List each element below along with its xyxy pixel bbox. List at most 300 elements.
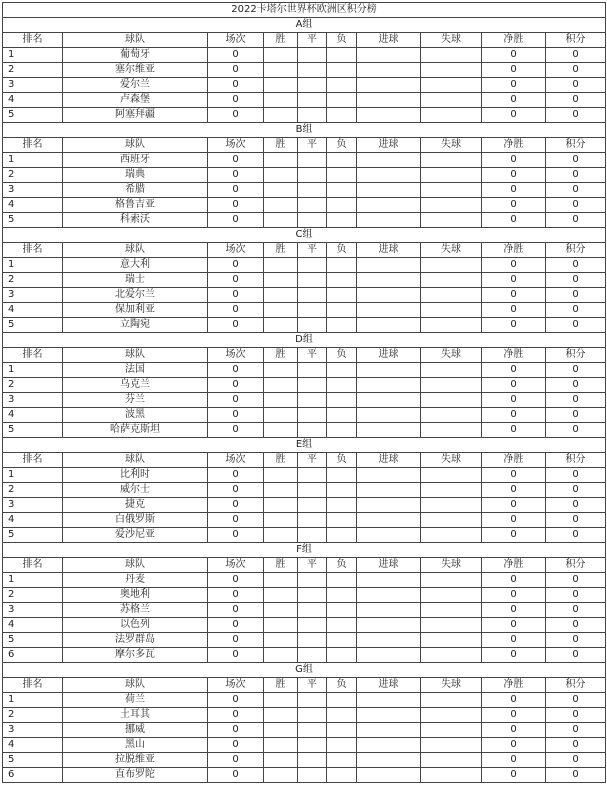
column-header-goals-for: 进球	[357, 33, 421, 48]
cell-played: 0	[208, 93, 264, 108]
cell-goals-against	[421, 78, 482, 93]
cell-rank: 5	[3, 108, 63, 123]
cell-goals-for	[357, 48, 421, 63]
cell-rank: 2	[3, 708, 63, 723]
column-header-points: 积分	[546, 138, 606, 153]
cell-rank: 2	[3, 378, 63, 393]
cell-goals-for	[357, 303, 421, 318]
table-row	[3, 483, 606, 498]
column-header-played: 场次	[208, 243, 264, 258]
cell-goals-for	[357, 153, 421, 168]
column-header-team: 球队	[63, 348, 208, 363]
cell-draw	[298, 318, 327, 333]
table-row	[3, 573, 606, 588]
cell-points: 0	[546, 528, 606, 543]
cell-win	[264, 393, 298, 408]
cell-rank: 2	[3, 273, 63, 288]
cell-points: 0	[546, 513, 606, 528]
cell-points: 0	[546, 288, 606, 303]
cell-goal-diff: 0	[482, 633, 546, 648]
table-row	[3, 618, 606, 633]
cell-draw	[298, 693, 327, 708]
cell-goal-diff: 0	[482, 213, 546, 228]
cell-goals-against	[421, 198, 482, 213]
cell-points: 0	[546, 648, 606, 663]
cell-goal-diff: 0	[482, 528, 546, 543]
table-row	[3, 63, 606, 78]
cell-goal-diff: 0	[482, 78, 546, 93]
table-row	[3, 318, 606, 333]
cell-played: 0	[208, 168, 264, 183]
cell-goals-against	[421, 258, 482, 273]
table-row	[3, 288, 606, 303]
cell-win	[264, 108, 298, 123]
table-row	[3, 183, 606, 198]
cell-played: 0	[208, 483, 264, 498]
table-row	[3, 633, 606, 648]
cell-rank: 4	[3, 618, 63, 633]
cell-rank: 3	[3, 723, 63, 738]
cell-goal-diff: 0	[482, 768, 546, 783]
cell-team: 土耳其	[63, 708, 208, 723]
group-title: A组	[3, 18, 606, 33]
cell-goals-for	[357, 183, 421, 198]
cell-draw	[298, 573, 327, 588]
cell-loss	[327, 513, 357, 528]
cell-played: 0	[208, 588, 264, 603]
cell-goal-diff: 0	[482, 378, 546, 393]
cell-goal-diff: 0	[482, 483, 546, 498]
cell-played: 0	[208, 153, 264, 168]
cell-goals-for	[357, 528, 421, 543]
cell-win	[264, 513, 298, 528]
cell-goals-for	[357, 318, 421, 333]
cell-goals-against	[421, 303, 482, 318]
column-header-rank: 排名	[3, 558, 63, 573]
column-header-goal-diff: 净胜	[482, 243, 546, 258]
cell-win	[264, 63, 298, 78]
cell-loss	[327, 393, 357, 408]
cell-rank: 3	[3, 288, 63, 303]
cell-win	[264, 303, 298, 318]
group-header-row	[3, 438, 606, 453]
cell-loss	[327, 708, 357, 723]
cell-team: 哈萨克斯坦	[63, 423, 208, 438]
cell-goals-against	[421, 318, 482, 333]
column-header-goals-against: 失球	[421, 138, 482, 153]
cell-team: 挪威	[63, 723, 208, 738]
cell-loss	[327, 213, 357, 228]
cell-loss	[327, 303, 357, 318]
cell-played: 0	[208, 513, 264, 528]
column-header-rank: 排名	[3, 243, 63, 258]
cell-goals-against	[421, 393, 482, 408]
table-row	[3, 393, 606, 408]
cell-goals-for	[357, 288, 421, 303]
column-header-goals-for: 进球	[357, 138, 421, 153]
cell-goals-against	[421, 483, 482, 498]
cell-goals-against	[421, 603, 482, 618]
cell-loss	[327, 768, 357, 783]
cell-points: 0	[546, 183, 606, 198]
cell-played: 0	[208, 378, 264, 393]
cell-win	[264, 768, 298, 783]
cell-win	[264, 468, 298, 483]
cell-draw	[298, 378, 327, 393]
cell-draw	[298, 513, 327, 528]
cell-goal-diff: 0	[482, 573, 546, 588]
cell-goals-against	[421, 588, 482, 603]
cell-team: 北爱尔兰	[63, 288, 208, 303]
cell-team: 黑山	[63, 738, 208, 753]
column-header-win: 胜	[264, 138, 298, 153]
cell-loss	[327, 588, 357, 603]
cell-played: 0	[208, 528, 264, 543]
cell-goals-for	[357, 483, 421, 498]
cell-played: 0	[208, 648, 264, 663]
cell-played: 0	[208, 753, 264, 768]
cell-team: 爱沙尼亚	[63, 528, 208, 543]
cell-goal-diff: 0	[482, 363, 546, 378]
cell-loss	[327, 288, 357, 303]
cell-goals-for	[357, 93, 421, 108]
cell-team: 威尔士	[63, 483, 208, 498]
column-header-loss: 负	[327, 348, 357, 363]
group-header-row	[3, 663, 606, 678]
cell-goals-for	[357, 573, 421, 588]
cell-rank: 4	[3, 738, 63, 753]
cell-points: 0	[546, 213, 606, 228]
cell-goals-for	[357, 618, 421, 633]
column-header-win: 胜	[264, 33, 298, 48]
cell-goals-for	[357, 408, 421, 423]
table-row	[3, 738, 606, 753]
cell-loss	[327, 723, 357, 738]
cell-points: 0	[546, 708, 606, 723]
table-row	[3, 708, 606, 723]
cell-points: 0	[546, 168, 606, 183]
cell-team: 保加利亚	[63, 303, 208, 318]
cell-draw	[298, 288, 327, 303]
cell-goals-against	[421, 108, 482, 123]
cell-loss	[327, 363, 357, 378]
column-header-loss: 负	[327, 138, 357, 153]
cell-points: 0	[546, 153, 606, 168]
cell-points: 0	[546, 693, 606, 708]
cell-goal-diff: 0	[482, 168, 546, 183]
group-title: G组	[3, 663, 606, 678]
cell-goal-diff: 0	[482, 303, 546, 318]
column-header-rank: 排名	[3, 453, 63, 468]
column-header-row	[3, 453, 606, 468]
cell-draw	[298, 528, 327, 543]
column-header-goal-diff: 净胜	[482, 558, 546, 573]
column-header-goal-diff: 净胜	[482, 138, 546, 153]
cell-team: 拉脱维亚	[63, 753, 208, 768]
cell-loss	[327, 528, 357, 543]
column-header-draw: 平	[298, 138, 327, 153]
cell-rank: 3	[3, 78, 63, 93]
table-row	[3, 93, 606, 108]
cell-rank: 1	[3, 258, 63, 273]
column-header-points: 积分	[546, 243, 606, 258]
cell-goals-against	[421, 48, 482, 63]
cell-goals-against	[421, 288, 482, 303]
column-header-row	[3, 243, 606, 258]
cell-goals-for	[357, 753, 421, 768]
cell-goal-diff: 0	[482, 618, 546, 633]
cell-rank: 1	[3, 153, 63, 168]
cell-goals-for	[357, 468, 421, 483]
cell-goals-for	[357, 708, 421, 723]
column-header-team: 球队	[63, 138, 208, 153]
cell-team: 法罗群岛	[63, 633, 208, 648]
cell-played: 0	[208, 723, 264, 738]
column-header-draw: 平	[298, 33, 327, 48]
cell-points: 0	[546, 753, 606, 768]
table-row	[3, 513, 606, 528]
cell-team: 葡萄牙	[63, 48, 208, 63]
cell-goal-diff: 0	[482, 63, 546, 78]
cell-goals-for	[357, 693, 421, 708]
cell-goals-against	[421, 573, 482, 588]
column-header-points: 积分	[546, 348, 606, 363]
cell-draw	[298, 588, 327, 603]
column-header-win: 胜	[264, 453, 298, 468]
column-header-win: 胜	[264, 558, 298, 573]
column-header-played: 场次	[208, 348, 264, 363]
cell-draw	[298, 258, 327, 273]
column-header-points: 积分	[546, 453, 606, 468]
cell-goal-diff: 0	[482, 693, 546, 708]
column-header-goals-against: 失球	[421, 453, 482, 468]
cell-loss	[327, 483, 357, 498]
cell-rank: 2	[3, 63, 63, 78]
table-row	[3, 498, 606, 513]
cell-played: 0	[208, 303, 264, 318]
table-row	[3, 273, 606, 288]
cell-goal-diff: 0	[482, 48, 546, 63]
cell-draw	[298, 633, 327, 648]
cell-goals-for	[357, 768, 421, 783]
group-header-row	[3, 228, 606, 243]
cell-goals-for	[357, 213, 421, 228]
cell-goal-diff: 0	[482, 468, 546, 483]
cell-win	[264, 753, 298, 768]
cell-win	[264, 738, 298, 753]
column-header-points: 积分	[546, 678, 606, 693]
group-title: D组	[3, 333, 606, 348]
cell-points: 0	[546, 393, 606, 408]
cell-points: 0	[546, 588, 606, 603]
cell-draw	[298, 303, 327, 318]
table-row	[3, 408, 606, 423]
cell-loss	[327, 633, 357, 648]
cell-goal-diff: 0	[482, 738, 546, 753]
column-header-rank: 排名	[3, 348, 63, 363]
cell-goals-for	[357, 258, 421, 273]
cell-team: 卢森堡	[63, 93, 208, 108]
cell-team: 比利时	[63, 468, 208, 483]
table-row	[3, 423, 606, 438]
cell-goals-against	[421, 378, 482, 393]
cell-loss	[327, 573, 357, 588]
column-header-goals-against: 失球	[421, 243, 482, 258]
column-header-goals-against: 失球	[421, 558, 482, 573]
cell-goals-for	[357, 723, 421, 738]
cell-win	[264, 273, 298, 288]
table-row	[3, 693, 606, 708]
cell-played: 0	[208, 108, 264, 123]
cell-goals-for	[357, 363, 421, 378]
cell-goals-for	[357, 588, 421, 603]
cell-draw	[298, 78, 327, 93]
cell-played: 0	[208, 408, 264, 423]
column-header-row	[3, 348, 606, 363]
cell-draw	[298, 753, 327, 768]
cell-team: 白俄罗斯	[63, 513, 208, 528]
cell-points: 0	[546, 198, 606, 213]
cell-team: 波黑	[63, 408, 208, 423]
cell-played: 0	[208, 363, 264, 378]
cell-goals-against	[421, 693, 482, 708]
cell-win	[264, 288, 298, 303]
cell-win	[264, 378, 298, 393]
cell-rank: 1	[3, 693, 63, 708]
cell-goals-for	[357, 498, 421, 513]
column-header-goal-diff: 净胜	[482, 348, 546, 363]
cell-goals-for	[357, 168, 421, 183]
cell-goals-for	[357, 603, 421, 618]
cell-goal-diff: 0	[482, 603, 546, 618]
table-row	[3, 468, 606, 483]
cell-rank: 4	[3, 93, 63, 108]
cell-points: 0	[546, 108, 606, 123]
cell-team: 捷克	[63, 498, 208, 513]
cell-loss	[327, 498, 357, 513]
cell-goals-for	[357, 393, 421, 408]
cell-played: 0	[208, 603, 264, 618]
cell-loss	[327, 468, 357, 483]
cell-goals-against	[421, 618, 482, 633]
group-title: E组	[3, 438, 606, 453]
cell-goal-diff: 0	[482, 723, 546, 738]
cell-loss	[327, 93, 357, 108]
cell-win	[264, 408, 298, 423]
cell-loss	[327, 108, 357, 123]
cell-played: 0	[208, 633, 264, 648]
cell-draw	[298, 498, 327, 513]
cell-team: 直布罗陀	[63, 768, 208, 783]
cell-points: 0	[546, 258, 606, 273]
cell-loss	[327, 753, 357, 768]
cell-draw	[298, 393, 327, 408]
column-header-team: 球队	[63, 243, 208, 258]
sheet-title: 2022卡塔尔世界杯欧洲区积分榜	[3, 3, 606, 18]
cell-win	[264, 183, 298, 198]
cell-goals-against	[421, 498, 482, 513]
cell-played: 0	[208, 738, 264, 753]
cell-team: 摩尔多瓦	[63, 648, 208, 663]
group-title: B组	[3, 123, 606, 138]
cell-win	[264, 723, 298, 738]
group-title: F组	[3, 543, 606, 558]
column-header-draw: 平	[298, 243, 327, 258]
column-header-goals-against: 失球	[421, 678, 482, 693]
cell-win	[264, 648, 298, 663]
cell-goal-diff: 0	[482, 588, 546, 603]
cell-rank: 2	[3, 588, 63, 603]
cell-rank: 1	[3, 48, 63, 63]
group-header-row	[3, 18, 606, 33]
cell-win	[264, 258, 298, 273]
cell-goals-for	[357, 78, 421, 93]
cell-draw	[298, 48, 327, 63]
group-header-row	[3, 123, 606, 138]
cell-goal-diff: 0	[482, 258, 546, 273]
group-header-row	[3, 333, 606, 348]
cell-played: 0	[208, 258, 264, 273]
cell-team: 阿塞拜疆	[63, 108, 208, 123]
cell-team: 苏格兰	[63, 603, 208, 618]
cell-loss	[327, 183, 357, 198]
cell-draw	[298, 483, 327, 498]
cell-loss	[327, 318, 357, 333]
cell-win	[264, 213, 298, 228]
cell-draw	[298, 363, 327, 378]
table-row	[3, 168, 606, 183]
cell-goal-diff: 0	[482, 423, 546, 438]
cell-played: 0	[208, 318, 264, 333]
cell-played: 0	[208, 393, 264, 408]
column-header-draw: 平	[298, 348, 327, 363]
cell-draw	[298, 183, 327, 198]
cell-points: 0	[546, 303, 606, 318]
cell-points: 0	[546, 498, 606, 513]
cell-team: 格鲁吉亚	[63, 198, 208, 213]
cell-team: 希腊	[63, 183, 208, 198]
cell-win	[264, 48, 298, 63]
cell-goals-against	[421, 768, 482, 783]
cell-draw	[298, 723, 327, 738]
cell-loss	[327, 618, 357, 633]
cell-goal-diff: 0	[482, 498, 546, 513]
cell-points: 0	[546, 633, 606, 648]
cell-draw	[298, 273, 327, 288]
column-header-loss: 负	[327, 558, 357, 573]
cell-goals-for	[357, 633, 421, 648]
cell-points: 0	[546, 723, 606, 738]
table-row	[3, 108, 606, 123]
cell-goals-for	[357, 738, 421, 753]
cell-team: 瑞士	[63, 273, 208, 288]
cell-draw	[298, 63, 327, 78]
column-header-row	[3, 678, 606, 693]
cell-points: 0	[546, 483, 606, 498]
column-header-loss: 负	[327, 243, 357, 258]
cell-draw	[298, 423, 327, 438]
cell-goals-for	[357, 648, 421, 663]
column-header-played: 场次	[208, 558, 264, 573]
cell-rank: 1	[3, 468, 63, 483]
cell-played: 0	[208, 423, 264, 438]
cell-rank: 5	[3, 528, 63, 543]
cell-win	[264, 198, 298, 213]
cell-goals-against	[421, 528, 482, 543]
cell-team: 意大利	[63, 258, 208, 273]
cell-draw	[298, 768, 327, 783]
cell-rank: 5	[3, 318, 63, 333]
